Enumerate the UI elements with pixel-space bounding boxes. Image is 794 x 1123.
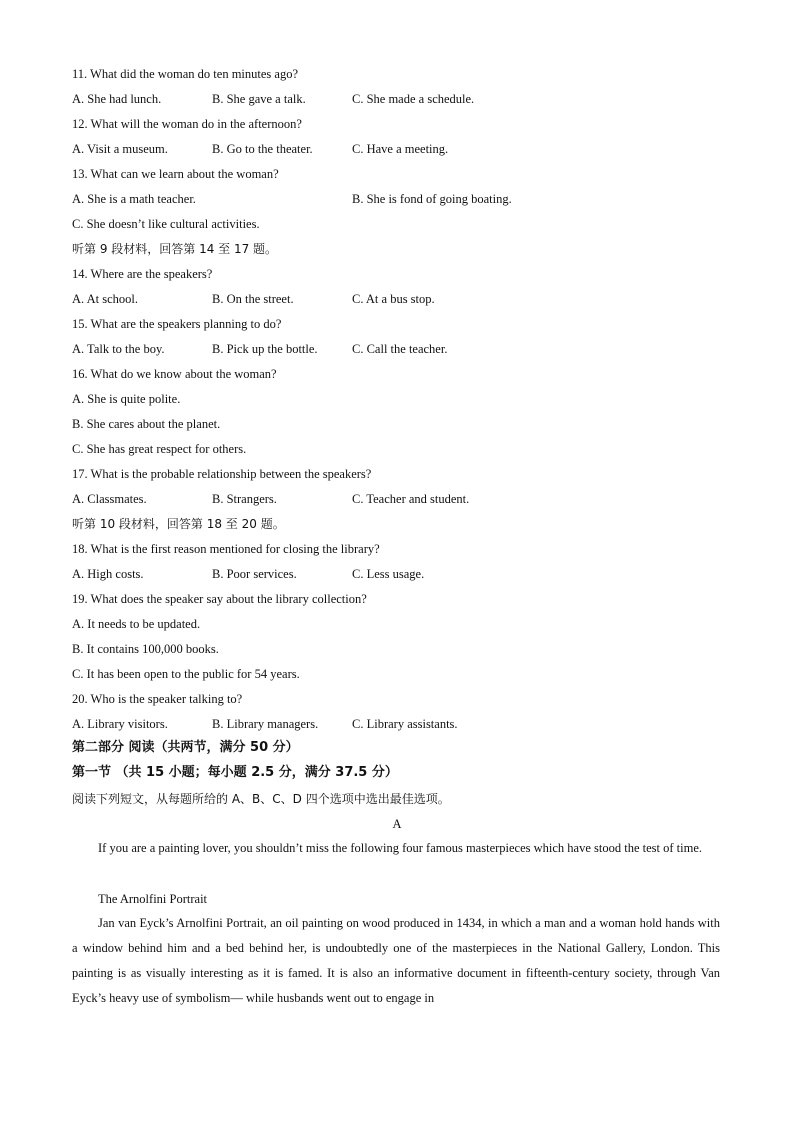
option-19-a: A. It needs to be updated. [72, 617, 201, 631]
option-b: B. Go to the theater. [212, 142, 313, 156]
passage-subtitle: The Arnolfini Portrait [98, 892, 208, 906]
instruction-segment-10: 听第 10 段材料，回答第 18 至 20 题。 [72, 517, 285, 531]
option-a: A. At school. [72, 292, 138, 306]
option-16-b: B. She cares about the planet. [72, 417, 221, 431]
option-13-c: C. She doesn’t like cultural activities. [72, 217, 260, 231]
option-19-b: B. It contains 100,000 books. [72, 642, 219, 656]
option-16-c: C. She has great respect for others. [72, 442, 247, 456]
option-c: C. Less usage. [352, 567, 425, 581]
section1-heading: 第一节 （共 15 小题；每小题 2.5 分，满分 37.5 分） [72, 765, 398, 780]
reading-directions: 阅读下列短文，从每题所给的 A、B、C、D 四个选项中选出最佳选项。 [72, 792, 450, 806]
option-a: A. Library visitors. [72, 717, 168, 731]
question-16: 16. What do we know about the woman? [72, 367, 277, 381]
option-b: B. On the street. [212, 292, 294, 306]
option-a: A. She is a math teacher. [72, 192, 196, 206]
option-a: A. Classmates. [72, 492, 147, 506]
option-c: C. She made a schedule. [352, 92, 475, 106]
question-14: 14. Where are the speakers? [72, 267, 213, 281]
question-12: 12. What will the woman do in the afternoon? [72, 117, 302, 131]
option-b: B. Strangers. [212, 492, 277, 506]
option-b: B. She is fond of going boating. [352, 192, 512, 206]
option-b: B. Pick up the bottle. [212, 342, 318, 356]
option-a: A. High costs. [72, 567, 144, 581]
question-19: 19. What does the speaker say about the library collection? [72, 592, 367, 606]
option-c: C. Teacher and student. [352, 492, 470, 506]
question-15: 15. What are the speakers planning to do? [72, 317, 282, 331]
option-c: C. Have a meeting. [352, 142, 449, 156]
passage-letter: A [392, 817, 402, 831]
option-19-c: C. It has been open to the public for 54 years. [72, 667, 300, 681]
question-20: 20. Who is the speaker talking to? [72, 692, 243, 706]
question-18: 18. What is the first reason mentioned for closing the library? [72, 542, 380, 556]
option-c: C. Library assistants. [352, 717, 458, 731]
question-11: 11. What did the woman do ten minutes ago? [72, 67, 298, 81]
option-a: A. Talk to the boy. [72, 342, 165, 356]
option-a: A. Visit a museum. [72, 142, 168, 156]
passage-body: Jan van Eyck’s Arnolfini Portrait, an oil painting on wood produced in 1434, in which a man and a woman hold hands with a window behind him and a bed behind her, is undoubtedly one of the masterpieces in the National Gallery, London. This painting is as visually interesting as it is famed. It is also an informative document in fifteenth-century society, through Van Eyck’s heavy use of symbolism— while husbands went out to engage in [72, 916, 720, 1005]
option-b: B. Poor services. [212, 567, 297, 581]
option-c: C. At a bus stop. [352, 292, 435, 306]
option-16-a: A. She is quite polite. [72, 392, 181, 406]
instruction-segment-9: 听第 9 段材料，回答第 14 至 17 题。 [72, 242, 278, 256]
option-c: C. Call the teacher. [352, 342, 448, 356]
option-a: A. She had lunch. [72, 92, 162, 106]
passage-intro: If you are a painting lover, you shouldn’t miss the following four famous masterpieces which have stood the test of time. [98, 841, 702, 855]
question-17: 17. What is the probable relationship between the speakers? [72, 467, 372, 481]
option-b: B. Library managers. [212, 717, 319, 731]
part2-heading: 第二部分 阅读（共两节，满分 50 分） [72, 740, 299, 755]
question-13: 13. What can we learn about the woman? [72, 167, 279, 181]
option-b: B. She gave a talk. [212, 92, 306, 106]
